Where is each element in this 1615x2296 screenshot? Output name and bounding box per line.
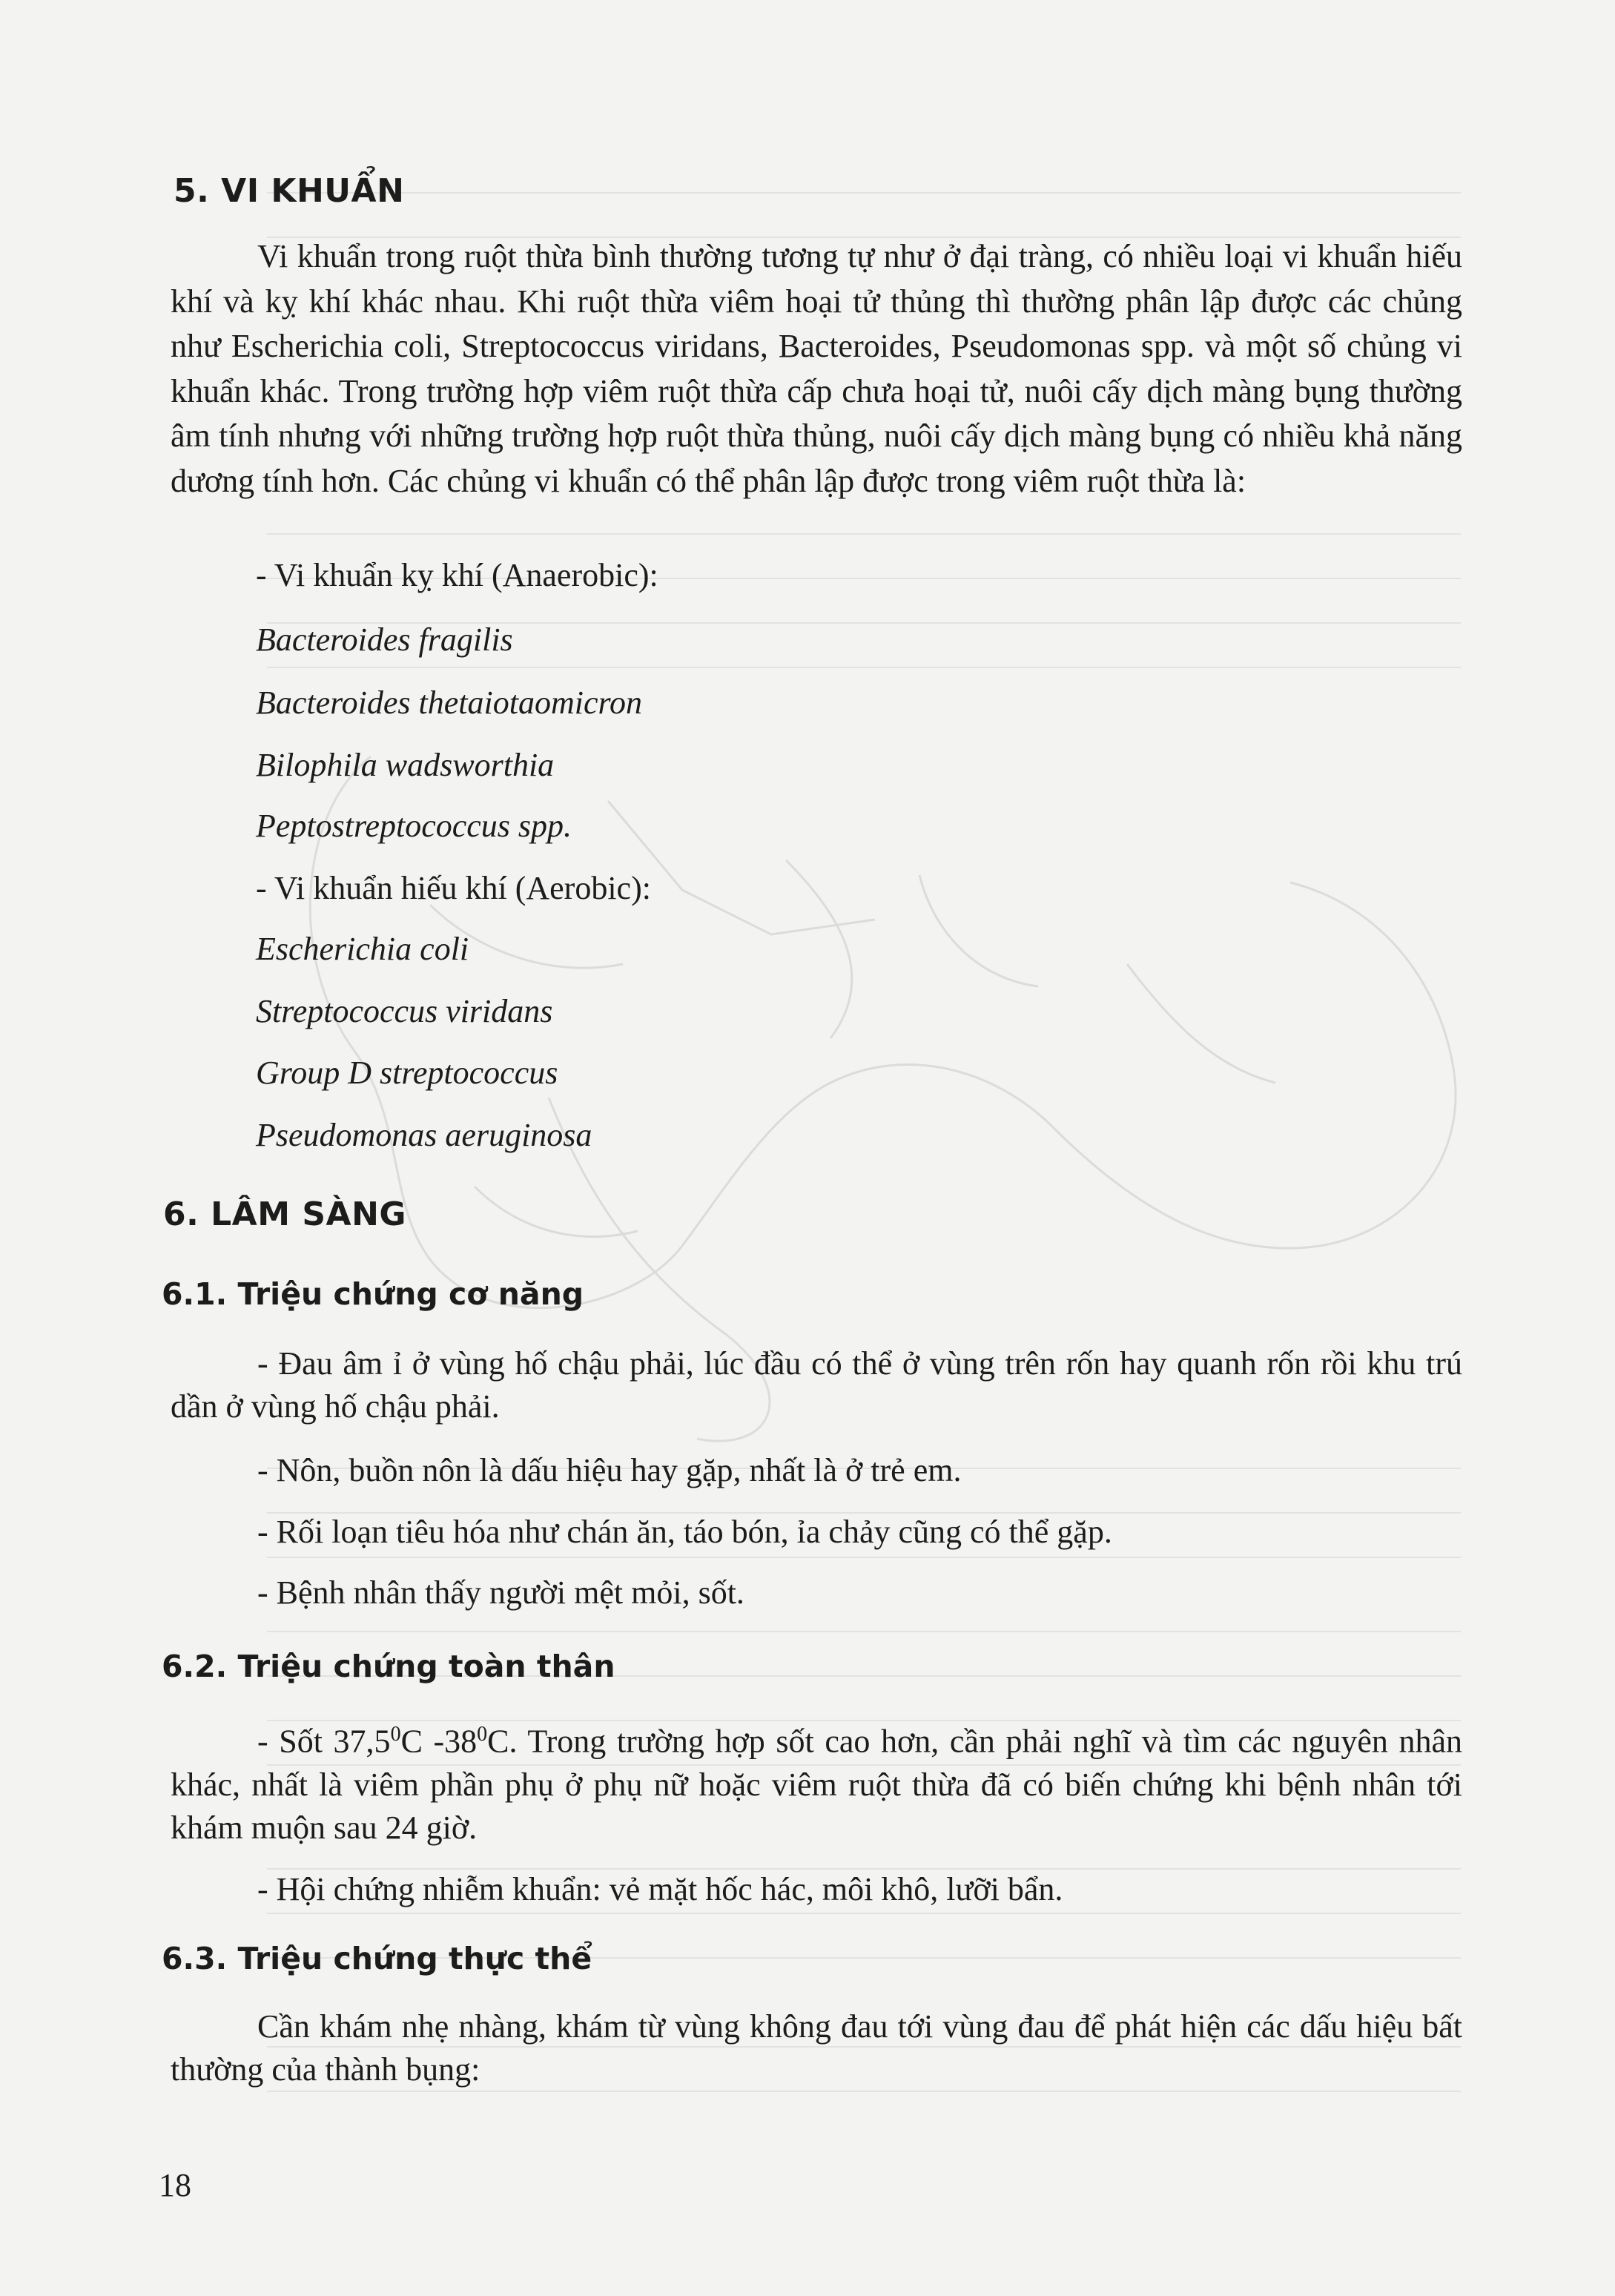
fever-paragraph [171,1713,1462,1850]
functional-symptom-item: - Rối loạn tiêu hóa như chán ăn, táo bón, ỉa chảy cũng có thể gặp. [257,1514,1112,1550]
fever-rest: C. Trong trường hợp sốt cao hơn, cần phải nghĩ và tìm các nguyên nhân khác, nhất là viêm phần phụ ở phụ nữ hoặc viêm ruột thừa đã có biến chứng khi bệnh nhân tới khám muộn sau 24 giờ. [171,1723,1462,1846]
aerobic-label: - Vi khuẩn hiếu khí (Aerobic): [256,870,651,906]
functional-symptom-item: - Đau âm ỉ ở vùng hố chậu phải, lúc đầu có thể ở vùng trên rốn hay quanh rốn rồi khu trú dần ở vùng hố chậu phải. [171,1345,1462,1425]
anaerobic-species: Bacteroides thetaiotaomicron [256,684,642,721]
subsection-heading-functional-symptoms: 6.1. Triệu chứng cơ năng [162,1276,584,1312]
section-heading-clinical: 6. LÂM SÀNG [163,1195,407,1233]
fever-prefix: - Sốt 37,5 [257,1723,391,1760]
anaerobic-species: Peptostreptococcus spp. [256,808,572,844]
fever-mid: C -38 [400,1723,478,1760]
subsection-heading-physical-signs: 6.3. Triệu chứng thực thể [162,1941,592,1976]
degree-superscript: 0 [477,1723,488,1746]
aerobic-species: Group D streptococcus [256,1055,558,1091]
page-number: 18 [159,2167,191,2203]
functional-symptom-item: - Nôn, buồn nôn là dấu hiệu hay gặp, nhất là ở trẻ em. [257,1452,962,1488]
anaerobic-species: Bacteroides fragilis [256,621,513,658]
aerobic-species: Escherichia coli [256,931,469,967]
section-heading-bacteria: 5. VI KHUẨN [174,172,405,210]
functional-symptom-item: - Bệnh nhân thấy người mệt mỏi, sốt. [257,1574,744,1611]
aerobic-species: Pseudomonas aeruginosa [256,1117,592,1153]
degree-superscript: 0 [390,1723,401,1746]
anaerobic-label: - Vi khuẩn kỵ khí (Anaerobic): [256,557,658,593]
subsection-heading-systemic-symptoms: 6.2. Triệu chứng toàn thân [162,1649,615,1684]
aerobic-species: Streptococcus viridans [256,993,553,1029]
bacteria-intro-paragraph: Vi khuẩn trong ruột thừa bình thường tương tự như ở đại tràng, có nhiều loại vi khuẩn hiếu khí và kỵ khí khác nhau. Khi ruột thừa viêm hoại tử thủng thì thường phân lập được các chủng như Escherichia coli, Streptococcus viridans, Bacteroides, Pseudomonas spp. và một số chủng vi khuẩn khác. Trong trường hợp viêm ruột thừa cấp chưa hoại tử, nuôi cấy dịch màng bụng thường âm tính nhưng với những trường hợp ruột thừa thủng, nuôi cấy dịch màng bụng có nhiều khả năng dương tính hơn. Các chủng vi khuẩn có thể phân lập được trong viêm ruột thừa là: [171,238,1462,499]
anaerobic-species: Bilophila wadsworthia [256,747,555,783]
physical-exam-paragraph: Cần khám nhẹ nhàng, khám từ vùng không đau tới vùng đau để phát hiện các dấu hiệu bất thường của thành bụng: [171,2008,1462,2088]
infection-syndrome-item: - Hội chứng nhiễm khuẩn: vẻ mặt hốc hác, môi khô, lưỡi bẩn. [257,1871,1063,1907]
